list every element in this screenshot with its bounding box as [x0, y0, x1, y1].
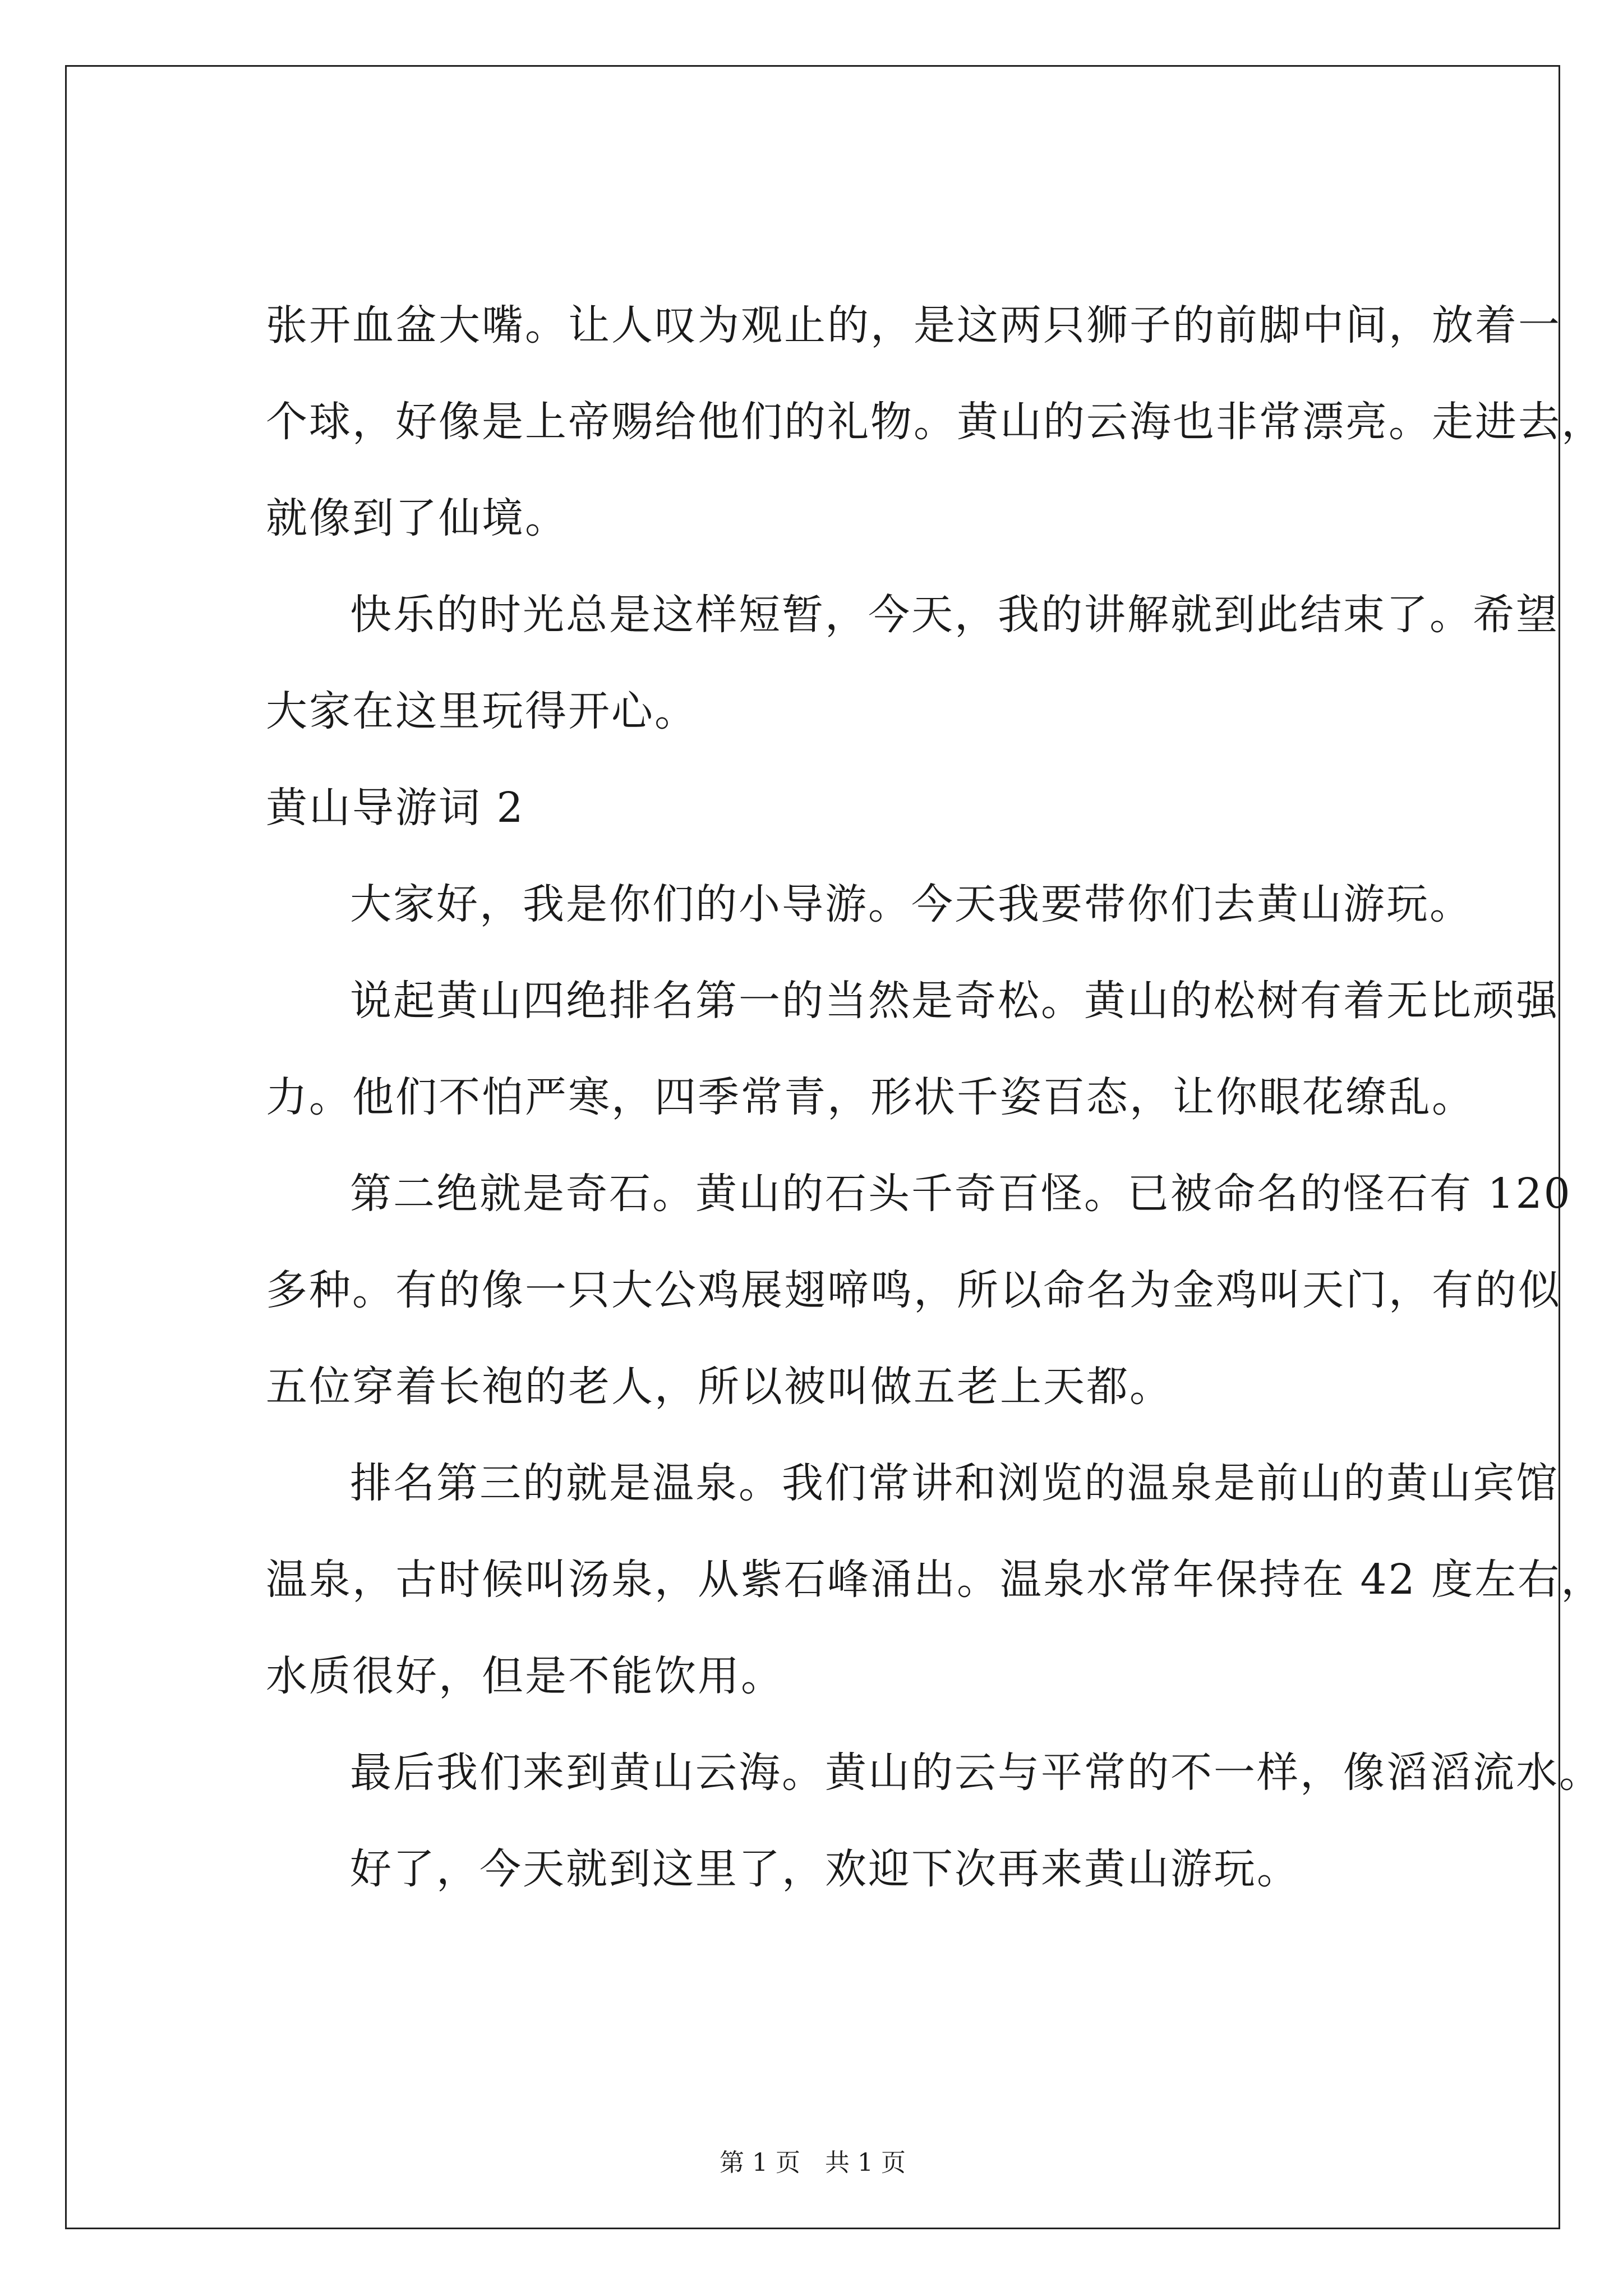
- text-line: 多种。有的像一只大公鸡展翅啼鸣，所以命名为金鸡叫天门，有的似: [266, 1266, 1561, 1314]
- text-line: 个球，好像是上帝赐给他们的礼物。黄山的云海也非常漂亮。走进去，: [266, 398, 1604, 446]
- text-line: 大家在这里玩得开心。: [266, 687, 698, 735]
- text-line: 黄山导游词 2: [266, 784, 525, 832]
- text-line: 五位穿着长袍的老人，所以被叫做五老上天都。: [266, 1363, 1173, 1411]
- page-footer: 第 1 页 共 1 页: [720, 2148, 906, 2177]
- text-line: 就像到了仙境。: [266, 494, 568, 542]
- text-line: 大家好，我是你们的小导游。今天我要带你们去黄山游玩。: [350, 880, 1473, 928]
- text-line: 张开血盆大嘴。让人叹为观止的，是这两只狮子的前脚中间，放着一: [266, 301, 1561, 349]
- page-frame: [65, 65, 1604, 2229]
- text-line: 快乐的时光总是这样短暂，今天，我的讲解就到此结束了。希望: [350, 591, 1559, 639]
- text-line: 力。他们不怕严寒，四季常青，形状千姿百态，让你眼花缭乱。: [266, 1073, 1475, 1121]
- text-line: 排名第三的就是温泉。我们常讲和浏览的温泉是前山的黄山宾馆: [350, 1459, 1559, 1507]
- text-line: 最后我们来到黄山云海。黄山的云与平常的不一样，像滔滔流水。: [350, 1749, 1602, 1797]
- text-line: 第二绝就是奇石。黄山的石头千奇百怪。已被命名的怪石有 120: [350, 1170, 1572, 1218]
- text-line: 温泉，古时候叫汤泉，从紫石峰涌出。温泉水常年保持在 42 度左右，: [266, 1556, 1604, 1604]
- text-line: 说起黄山四绝排名第一的当然是奇松。黄山的松树有着无比顽强: [350, 977, 1559, 1025]
- document-body: [266, 277, 1604, 1917]
- text-line: 好了，今天就到这里了，欢迎下次再来黄山游玩。: [350, 1845, 1300, 1893]
- text-line: 水质很好，但是不能饮用。: [266, 1652, 784, 1700]
